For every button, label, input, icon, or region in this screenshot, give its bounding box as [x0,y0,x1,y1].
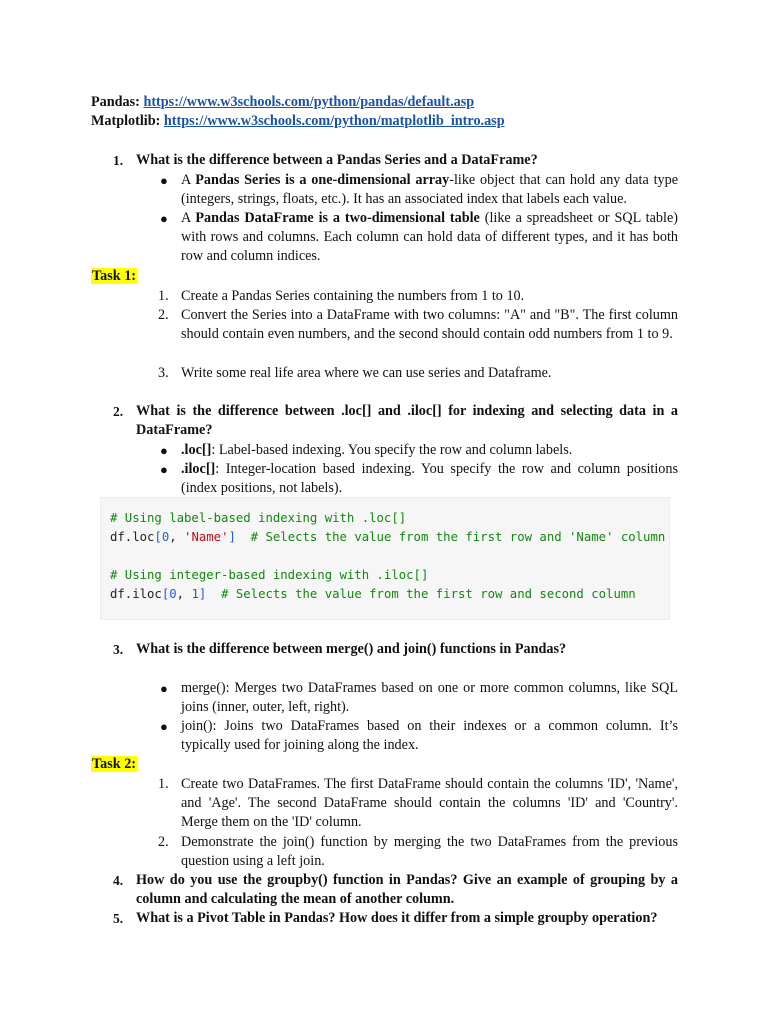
q5-number: 5. [113,911,124,926]
task1-item-3-number: 3. [158,365,169,381]
q1-b1-pre: A [181,172,196,188]
pandas-label: Pandas: [91,94,140,110]
q1-bullet-series [181,171,678,209]
task2-item-1-number: 1. [158,776,169,792]
code-token: , [169,530,185,544]
q2-b1-post: : Label-based indexing. You specify the row and column labels. [211,442,573,458]
code-token: # Selects the value from the first row and second column [206,587,636,601]
bullet-icon: ● [160,719,168,734]
code-token: 'Name' [184,530,229,544]
q1-b2-post: (like a spreadsheet or SQL table) with rows and columns. Each column can hold data of different types, and it has both row and column indices. [181,210,678,264]
task2-label: Task 2: [92,756,137,772]
task2-item-1: Create two DataFrames. The first DataFrame should contain the columns 'ID', 'Name', and 'Age'. The second DataFrame should contain the columns 'ID' and 'Country'. Merge them on the 'ID' column. [181,776,678,830]
task1-item-2: Convert the Series into a DataFrame with two columns: "A" and "B". The first column should contain even numbers, and the second should contain odd numbers from 1 to 9. [181,307,678,342]
q5-title: What is a Pivot Table in Pandas? How does it differ from a simple groupby operation? [136,910,658,926]
q1-number: 1. [113,153,124,168]
matplotlib-link[interactable]: https://www.w3schools.com/python/matplotlib_intro.asp [163,113,505,129]
code-comment-loc: # Using label-based indexing with .loc[] [110,511,407,525]
task1-label: Task 1: [92,268,137,284]
task2-item-2: Demonstrate the join() function by merging the two DataFrames from the previous question using a left join. [181,834,678,869]
bullet-icon: ● [160,462,168,477]
q4-number: 4. [113,873,124,888]
q1-title: What is the difference between a Pandas Series and a DataFrame? [136,152,538,168]
code-token: [ [161,587,170,601]
code-token: ] [228,530,236,544]
q2-b2-bold: .iloc[] [181,461,216,477]
bullet-icon: ● [160,173,168,188]
task1-label-wrap [91,267,137,286]
q2-number: 2. [113,404,124,419]
matplotlib-link-line [91,112,691,131]
code-token: df.loc [110,530,155,544]
bullet-icon: ● [160,681,168,696]
pandas-link[interactable]: https://www.w3schools.com/python/pandas/default.asp [143,94,475,110]
q2-b2-post: : Integer-location based indexing. You specify the row and column positions (index positions, not labels). [181,461,678,496]
q3-title: What is the difference between merge() and join() functions in Pandas? [136,641,567,657]
code-token: ] [198,587,207,601]
q1-b2-pre: A [181,210,196,226]
q1-b1-bold: Pandas Series is a one-dimensional array [195,172,450,188]
task1-item-1-number: 1. [158,288,169,304]
task1-item-2-number: 2. [158,307,169,323]
q3-bullet-join: join(): Joins two DataFrames based on their indexes or a common column. It’s typically used for joining along the index. [181,718,678,753]
q2-bullet-iloc [181,460,678,498]
q2-b1-bold: .loc[] [181,442,212,458]
task2-label-wrap [91,755,137,774]
q4-title: How do you use the groupby() function in Pandas? Give an example of grouping by a column and calculating the mean of another column. [136,872,678,907]
q1-bullet-dataframe [181,209,678,266]
code-block [100,497,670,620]
bullet-icon: ● [160,443,168,458]
q2-bullet-loc [181,441,678,460]
q1-b2-bold: Pandas DataFrame is a two-dimensional table [195,210,480,226]
code-line-iloc [110,585,636,603]
code-token: 0 [161,530,170,544]
code-token: df.iloc [110,587,162,601]
bullet-icon: ● [160,211,168,226]
code-token: # Selects the value from the first row and 'Name' column [235,530,666,544]
code-line-loc [110,528,665,546]
q2-title: What is the difference between .loc[] and .iloc[] for indexing and selecting data in a DataFrame? [136,403,678,438]
matplotlib-label: Matplotlib: [91,113,161,129]
q1-b1-post: -like object that can hold any data type (integers, strings, floats, etc.). It has an associated index that labels each value. [181,172,678,207]
code-comment-iloc: # Using integer-based indexing with .iloc[] [110,568,429,582]
task1-item-3: Write some real life area where we can use series and Dataframe. [181,365,552,381]
code-token: 1 [191,587,199,601]
q3-bullet-merge: merge(): Merges two DataFrames based on one or more common columns, like SQL joins (inner, outer, left, right). [181,680,678,715]
code-token: , [176,587,192,601]
q3-number: 3. [113,642,124,657]
task2-item-2-number: 2. [158,834,169,850]
code-token: [ [154,530,162,544]
task1-item-1: Create a Pandas Series containing the numbers from 1 to 10. [181,288,525,304]
code-token: 0 [169,587,177,601]
pandas-link-line [91,93,691,112]
